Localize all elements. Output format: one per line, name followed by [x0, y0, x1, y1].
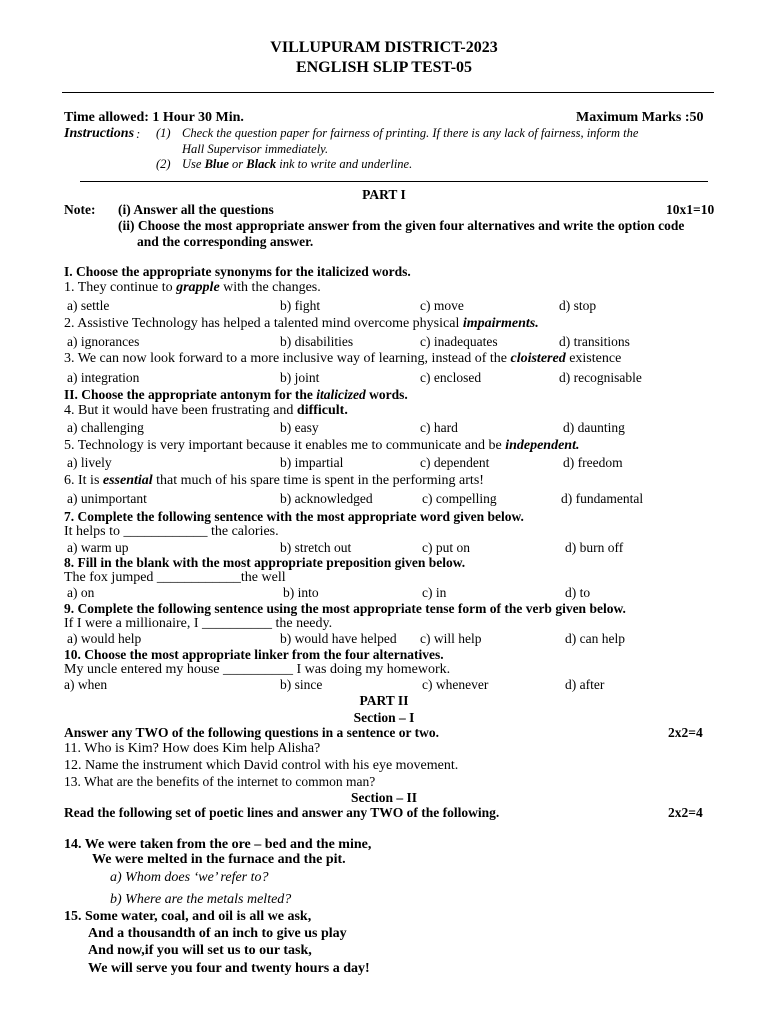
instruction-1-cont: Hall Supervisor immediately.: [182, 142, 329, 156]
section-1-heading: Section – I: [353, 710, 415, 725]
q9-option-b: b) would have helped: [280, 631, 397, 646]
question-10: My uncle entered my house __________ I was doing my homework.: [64, 662, 451, 677]
q2-option-c: c) inadequates: [420, 334, 498, 349]
instructions-colon: :: [136, 126, 141, 141]
q7-option-a: a) warm up: [67, 540, 129, 555]
q5-option-a: a) lively: [67, 455, 112, 470]
q2-option-b: b) disabilities: [280, 334, 354, 349]
question-6: 6. It is essential that much of his spare time is spent in the performing arts!: [64, 473, 484, 488]
q6-option-c: c) compelling: [422, 491, 497, 506]
part1-marks: 10x1=10: [666, 202, 715, 217]
part1-heading: PART I: [362, 187, 406, 202]
q4-option-d: d) daunting: [563, 420, 625, 435]
q3-option-a: a) integration: [67, 370, 140, 385]
maximum-marks: Maximum Marks :50: [576, 110, 704, 125]
section-1-instruction: Answer any TWO of the following questions in a sentence or two.: [64, 725, 440, 740]
q1-option-a: a) settle: [67, 298, 110, 313]
section-antonyms-heading: II. Choose the appropriate antonym for the italicized words.: [64, 387, 408, 402]
instructions-label: Instructions: [64, 126, 135, 141]
exam-subtitle: ENGLISH SLIP TEST-05: [295, 59, 473, 76]
instructions-divider: [80, 181, 708, 182]
instruction-number: (1): [156, 126, 171, 140]
note-label: Note:: [64, 202, 96, 217]
note-1: (i) Answer all the questions: [118, 202, 274, 217]
q3-option-c: c) enclosed: [420, 370, 482, 385]
time-allowed: Time allowed: 1 Hour 30 Min.: [64, 110, 244, 125]
q8-option-b: b) into: [283, 585, 319, 600]
q2-option-a: a) ignorances: [67, 334, 140, 349]
q2-option-d: d) transitions: [559, 334, 630, 349]
q7-option-d: d) burn off: [565, 540, 624, 555]
question-2: 2. Assistive Technology has helped a talented mind overcome physical impairments.: [64, 316, 539, 331]
q9-option-d: d) can help: [565, 631, 625, 646]
question-7: It helps to ____________ the calories.: [64, 524, 279, 539]
q8-option-c: c) in: [422, 585, 447, 600]
note-2: (ii) Choose the most appropriate answer from the given four alternatives and write the option code: [118, 218, 685, 233]
q14-sub-b: b) Where are the metals melted?: [110, 892, 292, 907]
poem-15-line-3: And now,if you will set us to our task,: [88, 943, 312, 958]
section-synonyms-heading: I. Choose the appropriate synonyms for the italicized words.: [64, 264, 411, 279]
q4-option-c: c) hard: [420, 420, 458, 435]
q1-option-d: d) stop: [559, 298, 597, 313]
instruction-2: Use Blue or Black ink to write and underline.: [182, 157, 413, 171]
q1-option-c: c) move: [420, 298, 464, 313]
question-10-heading: 10. Choose the most appropriate linker from the four alternatives.: [64, 647, 444, 662]
instruction-number: (2): [156, 157, 171, 171]
question-8-heading: 8. Fill in the blank with the most appropriate preposition given below.: [64, 555, 466, 570]
question-3: 3. We can now look forward to a more inclusive way of learning, instead of the cloistered existence: [64, 351, 622, 366]
poem-14-line-1: 14. We were taken from the ore – bed and the mine,: [64, 837, 372, 852]
question-5: 5. Technology is very important because it enables me to communicate and be independent.: [64, 438, 580, 453]
q10-option-c: c) whenever: [422, 677, 489, 692]
question-9-heading: 9. Complete the following sentence using the most appropriate tense form of the verb given below.: [64, 601, 626, 616]
poem-15-line-2: And a thousandth of an inch to give us play: [88, 926, 347, 941]
q1-option-b: b) fight: [280, 298, 321, 313]
q10-option-d: d) after: [565, 677, 605, 692]
note-2-cont: and the corresponding answer.: [137, 234, 314, 249]
section-2-heading: Section – II: [350, 790, 417, 805]
question-1: 1. They continue to grapple with the changes.: [64, 280, 321, 295]
poem-14-line-2: We were melted in the furnace and the pit.: [92, 852, 346, 867]
question-13: 13. What are the benefits of the internet to common man?: [64, 774, 376, 789]
exam-title: VILLUPURAM DISTRICT-2023: [270, 39, 498, 56]
section-1-marks: 2x2=4: [668, 725, 703, 740]
q5-option-b: b) impartial: [280, 455, 344, 470]
q9-option-a: a) would help: [67, 631, 142, 646]
section-2-marks: 2x2=4: [668, 805, 703, 820]
q4-option-a: a) challenging: [67, 420, 144, 435]
q6-option-a: a) unimportant: [67, 491, 147, 506]
q10-option-a: a) when: [64, 677, 108, 692]
poem-15-line-1: 15. Some water, coal, and oil is all we ask,: [64, 909, 312, 924]
q8-option-d: d) to: [565, 585, 591, 600]
question-11: 11. Who is Kim? How does Kim help Alisha?: [64, 741, 321, 756]
question-8: The fox jumped ____________the well: [64, 570, 286, 585]
question-4: 4. But it would have been frustrating and difficult.: [64, 403, 348, 418]
question-12: 12. Name the instrument which David control with his eye movement.: [64, 758, 459, 773]
q9-option-c: c) will help: [420, 631, 482, 646]
poem-15-line-4: We will serve you four and twenty hours a day!: [88, 961, 370, 976]
q6-option-b: b) acknowledged: [280, 491, 373, 506]
q8-option-a: a) on: [67, 585, 95, 600]
q3-option-d: d) recognisable: [559, 370, 642, 385]
q7-option-b: b) stretch out: [280, 540, 352, 555]
q10-option-b: b) since: [280, 677, 323, 692]
q5-option-c: c) dependent: [420, 455, 490, 470]
instruction-1: Check the question paper for fairness of printing. If there is any lack of fairness, inform the: [182, 126, 639, 140]
q7-option-c: c) put on: [422, 540, 470, 555]
q4-option-b: b) easy: [280, 420, 319, 435]
question-9: If I were a millionaire, I __________ the needy.: [64, 616, 333, 631]
q14-sub-a: a) Whom does ‘we’ refer to?: [110, 870, 269, 885]
q6-option-d: d) fundamental: [561, 491, 644, 506]
header-divider: [62, 92, 714, 93]
question-7-heading: 7. Complete the following sentence with the most appropriate word given below.: [64, 509, 524, 524]
q3-option-b: b) joint: [280, 370, 320, 385]
section-2-instruction: Read the following set of poetic lines and answer any TWO of the following.: [64, 805, 500, 820]
part2-heading: PART II: [359, 693, 409, 708]
q5-option-d: d) freedom: [563, 455, 623, 470]
